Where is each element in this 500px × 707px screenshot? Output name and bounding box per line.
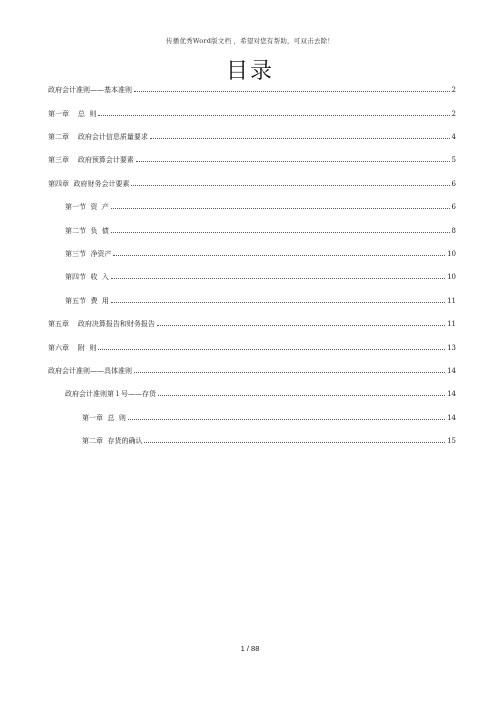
- dot-leader: [158, 395, 445, 396]
- dot-leader: [136, 161, 450, 162]
- toc-entry-page: 14: [447, 367, 456, 375]
- toc-entry-chapter-4[interactable]: [48, 176, 456, 188]
- toc-entry-section-4[interactable]: [65, 269, 456, 281]
- document-header-note: 传播优秀Word版文档 ，希望对您有帮助，可双击去除！: [166, 37, 334, 45]
- toc-entry-label: 政府会计准则——具体准则: [48, 367, 132, 375]
- toc-entry-label: 第四节 收 入: [65, 273, 109, 281]
- toc-entry-label: 第五章 政府决算报告和财务报告: [48, 320, 155, 328]
- toc-entry-label: 政府会计准则——基本准则: [48, 86, 132, 94]
- dot-leader: [111, 278, 445, 279]
- dot-leader: [157, 325, 445, 326]
- dot-leader: [111, 208, 450, 209]
- dot-leader: [128, 419, 445, 420]
- toc-entry-page: 11: [447, 320, 456, 328]
- toc-entry-chapter-2[interactable]: [48, 129, 456, 141]
- toc-entry-label: 第五节 费 用: [65, 297, 109, 305]
- toc-entry-label: 第六章 附 则: [48, 344, 97, 352]
- toc-entry-label: 第三节 净资产: [65, 250, 112, 258]
- toc-entry-page: 10: [447, 250, 456, 258]
- toc-entry-page: 2: [451, 110, 456, 118]
- dot-leader: [98, 349, 445, 350]
- toc-entry-page: 4: [451, 133, 456, 141]
- dot-leader: [111, 302, 445, 303]
- dot-leader: [144, 442, 445, 443]
- toc-entry-page: 13: [447, 344, 456, 352]
- dot-leader: [134, 372, 445, 373]
- dot-leader: [134, 91, 450, 92]
- toc-entry-label: 第三章 政府预算会计要素: [48, 156, 134, 164]
- toc-entry-inventory-chapter-2[interactable]: [82, 433, 456, 445]
- dot-leader: [98, 115, 449, 116]
- toc-entry-label: 第二章 政府会计信息质量要求: [48, 133, 148, 141]
- toc-entry-page: 2: [451, 86, 456, 94]
- page-number-indicator: 1 / 88: [240, 644, 260, 653]
- toc-entry-label: 第一章 总 则: [82, 414, 126, 422]
- toc-entry-section-2[interactable]: [65, 223, 456, 235]
- toc-entry-section-1[interactable]: [65, 199, 456, 211]
- toc-entry-basic-standard[interactable]: [48, 82, 456, 94]
- toc-entry-specific-standard[interactable]: [48, 363, 456, 375]
- dot-leader: [111, 232, 450, 233]
- toc-entry-page: 5: [451, 156, 456, 164]
- toc-entry-page: 6: [451, 180, 456, 188]
- toc-entry-label: 政府会计准则第１号——存货: [65, 390, 156, 398]
- toc-entry-page: 15: [447, 437, 456, 445]
- toc-entry-chapter-3[interactable]: [48, 152, 456, 164]
- toc-entry-section-3[interactable]: [65, 246, 456, 258]
- toc-entry-label: 第四章 政府财务会计要素: [48, 180, 130, 188]
- toc-entry-label: 第一章 总 则: [48, 110, 97, 118]
- toc-entry-chapter-1[interactable]: [48, 106, 456, 118]
- dot-leader: [113, 255, 445, 256]
- toc-entry-label: 第一节 资 产: [65, 203, 109, 211]
- toc-entry-page: 11: [447, 297, 456, 305]
- toc-entry-chapter-6[interactable]: [48, 340, 456, 352]
- toc-entry-page: 8: [451, 227, 456, 235]
- toc-entry-standard-no-1[interactable]: [65, 386, 456, 398]
- toc-entry-page: 10: [447, 273, 456, 281]
- toc-title: 目录: [225, 59, 274, 84]
- toc-entry-label: 第二章 存货的确认: [82, 437, 143, 445]
- toc-entry-label: 第二节 负 债: [65, 227, 109, 235]
- toc-entry-inventory-chapter-1[interactable]: [82, 410, 456, 422]
- toc-entry-page: 14: [447, 414, 456, 422]
- dot-leader: [150, 138, 450, 139]
- toc-entry-chapter-5[interactable]: [48, 316, 456, 328]
- dot-leader: [131, 185, 449, 186]
- toc-entry-section-5[interactable]: [65, 293, 456, 305]
- toc-entry-page: 6: [451, 203, 456, 211]
- toc-entry-page: 14: [447, 390, 456, 398]
